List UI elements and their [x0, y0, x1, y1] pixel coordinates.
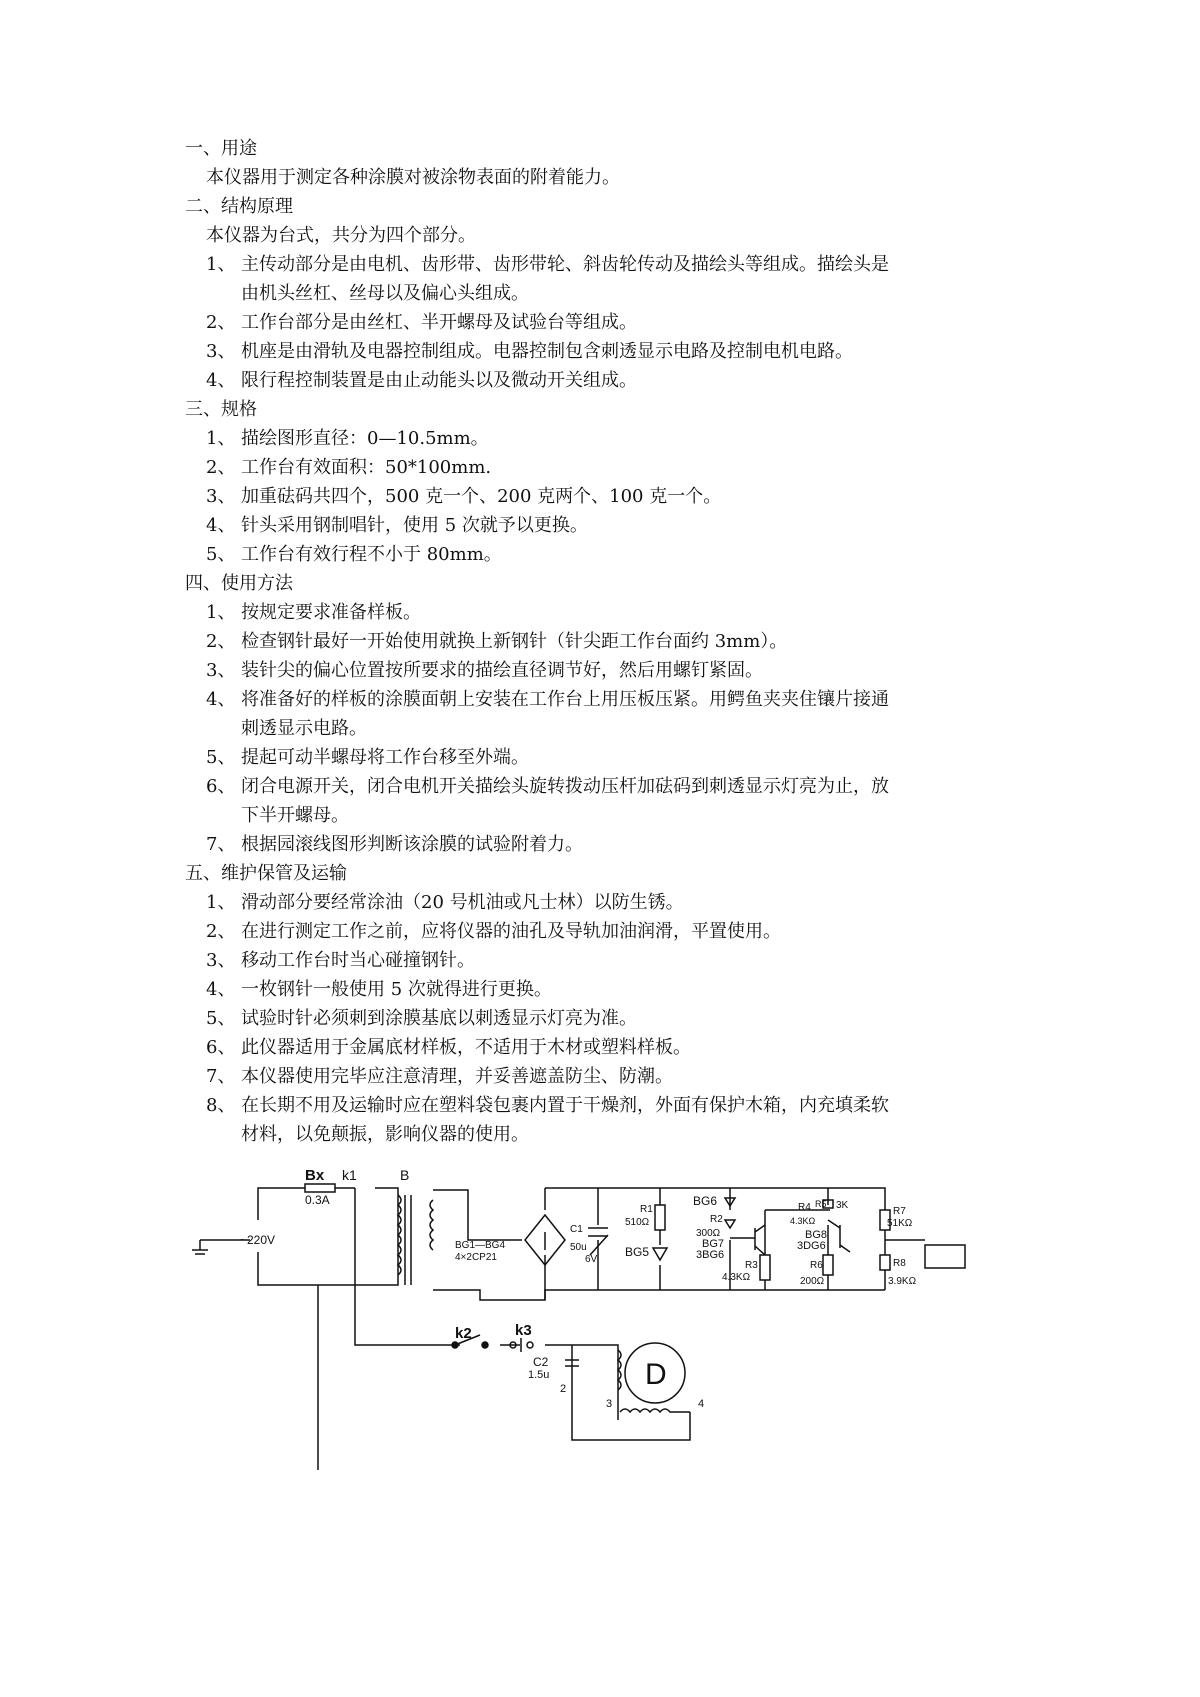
item-number: 7、 — [206, 834, 236, 855]
item-number: 2、 — [206, 312, 236, 333]
paragraph-line: 由机头丝杠、丝母以及偏心头组成。 — [241, 283, 529, 304]
bg6-label: BG6 — [693, 1194, 718, 1208]
paragraph-line: 提起可动半螺母将工作台移至外端。 — [241, 747, 529, 768]
r1-value: 510Ω — [625, 1217, 650, 1228]
bg5-label: BG5 — [625, 1245, 650, 1259]
r2-value: 300Ω — [696, 1228, 721, 1239]
r5-label: R5 — [815, 1199, 827, 1209]
item-number: 7、 — [206, 1066, 236, 1087]
bridge-label: BG1—BG4 — [455, 1240, 506, 1251]
paragraph-line: 装针尖的偏心位置按所要求的描绘直径调节好，然后用螺钉紧固。 — [241, 660, 763, 681]
r8-value: 3.9KΩ — [888, 1276, 917, 1287]
item-number: 1、 — [206, 254, 236, 275]
item-number: 6、 — [206, 776, 236, 797]
item-number: 3、 — [206, 950, 236, 971]
paragraph-line: 限行程控制装置是由止动能头以及微动开关组成。 — [241, 370, 637, 391]
c1-label: C1 — [570, 1224, 583, 1235]
paragraph-line: 移动工作台时当心碰撞钢针。 — [241, 950, 475, 971]
r1-label: R1 — [640, 1204, 653, 1215]
paragraph-line: 试验时针必须刺到涂膜基底以刺透显示灯亮为准。 — [241, 1008, 637, 1029]
paragraph-line: 工作台有效行程不小于 80mm。 — [241, 544, 502, 565]
item-number: 4、 — [206, 515, 236, 536]
item-number: 5、 — [206, 1008, 236, 1029]
section-heading: 三、规格 — [185, 399, 257, 420]
r6-label: R6 — [810, 1260, 823, 1271]
fuse-rating: 0.3A — [305, 1193, 330, 1207]
paragraph-line: 加重砝码共四个，500 克一个、200 克两个、100 克一个。 — [241, 486, 722, 507]
r3-label: R3 — [745, 1260, 758, 1271]
item-number: 6、 — [206, 1037, 236, 1058]
c2-label: C2 — [533, 1355, 549, 1369]
paragraph-line: 材料，以免颠振，影响仪器的使用。 — [241, 1124, 529, 1145]
c1-value: 50u — [570, 1242, 587, 1253]
paragraph-line: 滑动部分要经常涂油（20 号机油或凡士林）以防生锈。 — [241, 892, 684, 913]
motor-label: D — [645, 1358, 667, 1391]
item-number: 2、 — [206, 631, 236, 652]
item-number: 3、 — [206, 486, 236, 507]
c1-voltage: 6V — [585, 1254, 598, 1265]
item-number: 2、 — [206, 457, 236, 478]
item-number: 4、 — [206, 979, 236, 1000]
terminal-3: 3 — [606, 1398, 613, 1410]
bg7-label: BG7 — [702, 1238, 725, 1250]
paragraph-line: 主传动部分是由电机、齿形带、齿形带轮、斜齿轮传动及描绘头等组成。描绘头是 — [241, 254, 889, 275]
paragraph-line: 在长期不用及运输时应在塑料袋包裹内置于干燥剂，外面有保护木箱，内充填柔软 — [241, 1095, 889, 1116]
paragraph-line: 一枚钢针一般使用 5 次就得进行更换。 — [241, 979, 552, 1000]
item-number: 1、 — [206, 602, 236, 623]
item-number: 4、 — [206, 370, 236, 391]
item-number: 4、 — [206, 689, 236, 710]
r5-value: 3K — [836, 1200, 849, 1211]
voltage-label: ~220V — [240, 1233, 276, 1247]
item-number: 8、 — [206, 1095, 236, 1116]
bridge-type: 4×2CP21 — [455, 1252, 497, 1263]
fuse-label: Bx — [305, 1167, 325, 1184]
section-heading: 五、维护保管及运输 — [185, 863, 347, 884]
item-number: 1、 — [206, 892, 236, 913]
bg8-label: BG8 — [805, 1229, 828, 1241]
r7-label: R7 — [893, 1206, 906, 1217]
paragraph-line: 本仪器用于测定各种涂膜对被涂物表面的附着能力。 — [206, 167, 620, 188]
paragraph-line: 针头采用钢制唱针，使用 5 次就予以更换。 — [241, 515, 588, 536]
transformer-label: B — [400, 1167, 410, 1183]
item-number: 5、 — [206, 544, 236, 565]
paragraph-line: 闭合电源开关，闭合电机开关描绘头旋转拨动压杆加砝码到刺透显示灯亮为止，放 — [241, 776, 889, 797]
paragraph-line: 刺透显示电路。 — [241, 718, 367, 739]
paragraph-line: 描绘图形直径：0—10.5mm。 — [241, 428, 489, 449]
motor-icon — [565, 1343, 690, 1412]
paragraph-line: 在进行测定工作之前，应将仪器的油孔及导轨加油润滑，平置使用。 — [241, 921, 781, 942]
c2-value: 1.5u — [528, 1369, 550, 1381]
r3-value: 4.3KΩ — [722, 1272, 751, 1283]
item-number: 3、 — [206, 341, 236, 362]
bg8-type: 3DG6 — [797, 1240, 826, 1252]
paragraph-line: 下半开螺母。 — [241, 805, 349, 826]
paragraph-line: 检查钢针最好一开始使用就换上新钢针（针尖距工作台面约 3mm）。 — [241, 631, 788, 652]
terminal-2: 2 — [560, 1383, 567, 1395]
item-number: 5、 — [206, 747, 236, 768]
r7-value: 51KΩ — [887, 1218, 913, 1229]
paragraph-line: 机座是由滑轨及电器控制组成。电器控制包含刺透显示电路及控制电机电路。 — [241, 341, 853, 362]
r4-label: R4 — [798, 1202, 811, 1213]
fuse-icon — [305, 1184, 335, 1192]
r4-value: 4.3KΩ — [790, 1216, 816, 1226]
paragraph-line: 工作台有效面积：50*100mm. — [241, 457, 492, 478]
paragraph-line: 此仪器适用于金属底材样板，不适用于木材或塑料样板。 — [241, 1037, 691, 1058]
k1-label: k1 — [342, 1167, 357, 1183]
paragraph-line: 工作台部分是由丝杠、半开螺母及试验台等组成。 — [241, 312, 637, 333]
section-heading: 一、用途 — [185, 138, 257, 159]
paragraph-line: 本仪器使用完毕应注意清理，并妥善遮盖防尘、防潮。 — [241, 1066, 673, 1087]
section-heading: 四、使用方法 — [185, 573, 293, 594]
terminal-4: 4 — [698, 1398, 705, 1410]
item-number: 3、 — [206, 660, 236, 681]
r8-label: R8 — [893, 1258, 906, 1269]
k2-label: k2 — [455, 1325, 472, 1342]
r6-value: 200Ω — [800, 1276, 825, 1287]
k3-label: k3 — [515, 1322, 532, 1339]
resistor-icons — [655, 1200, 890, 1280]
r2-label: R2 — [710, 1214, 723, 1225]
paragraph-line: 根据园滚线图形判断该涂膜的试验附着力。 — [241, 834, 583, 855]
transformer-icon — [398, 1195, 433, 1285]
paragraph-line: 本仪器为台式，共分为四个部分。 — [206, 225, 476, 246]
section-heading: 二、结构原理 — [185, 196, 293, 217]
item-number: 1、 — [206, 428, 236, 449]
paragraph-line: 将准备好的样板的涂膜面朝上安装在工作台上用压板压紧。用鳄鱼夹夹住镶片接通 — [241, 689, 889, 710]
paragraph-line: 按规定要求准备样板。 — [241, 602, 421, 623]
item-number: 2、 — [206, 921, 236, 942]
bg7-type: 3BG6 — [696, 1249, 725, 1261]
